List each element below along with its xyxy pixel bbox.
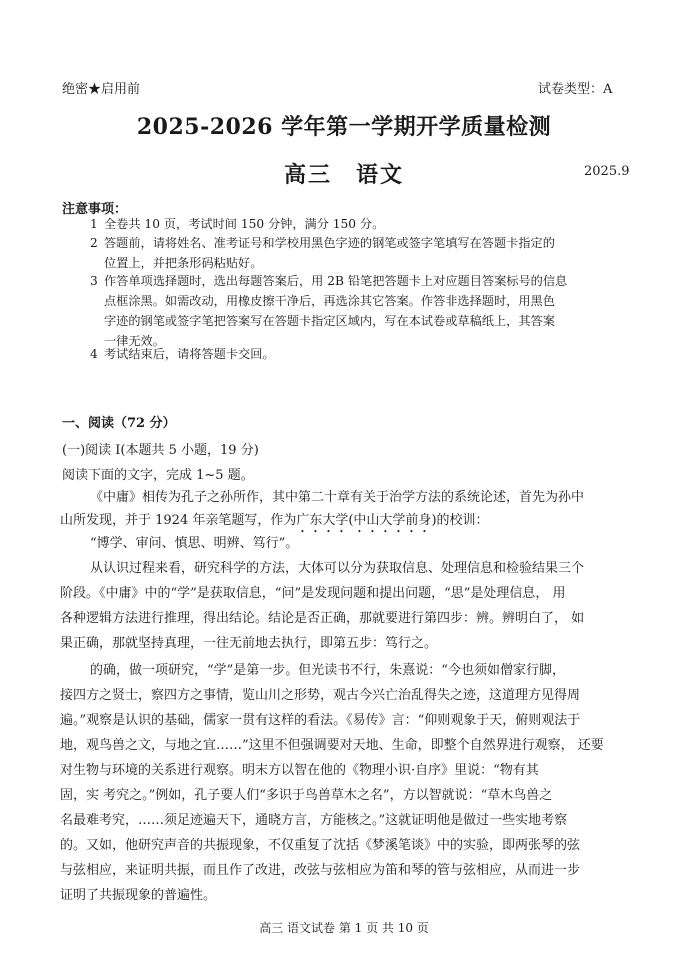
section-heading: 一、阅读（72 分） (62, 416, 176, 431)
passage-line: 《中庸》相传为孔子之孙所作，其中第二十章有关于治学方法的系统论述，首先为孙中 (90, 490, 585, 505)
exam-title: 2025-2026 学年第一学期开学质量检测 (136, 114, 552, 140)
passage-line: 从认识过程来看，研究科学的方法，大体可以分为获取信息、处理信息和检验结果三个 (90, 561, 585, 576)
instruction: 阅读下面的文字，完成 1~5 题。 (62, 468, 254, 483)
note-number: 4 (90, 347, 98, 361)
page-footer: 高三 语文试卷 第 1 页 共 10 页 (259, 921, 429, 935)
passage-line: 果正确，那就坚持真理，一往无前地去执行，即第五步：笃行之。 (60, 636, 438, 651)
passage-line: 地，观鸟兽之文，与地之宜……”这里不但强调要对天地、生命，即整个自然界进行观察， 还要 (60, 738, 604, 753)
note-line: 考试结束后，请将答题卡交回。 (104, 347, 275, 361)
note-line: 点框涂黑。如需改动，用橡皮擦干净后，再选涂其它答案。作答非选择题时，用黑色 (104, 294, 555, 308)
subject-title: 高三 语文 (283, 162, 404, 188)
passage-line: 遍。”观察是认识的基础，儒家一贯有这样的看法。《易传》言：“仰则观象于天，俯则观法于 (60, 713, 581, 728)
subsection-heading: (一)阅读 I(本题共 5 小题，19 分) (62, 443, 259, 458)
notes-heading: 注意事项： (62, 202, 128, 217)
confidential-mark: 绝密★启用前 (62, 82, 141, 97)
passage-line: 固，实 考究之。”例如，孔子要人们“多识于鸟兽草木之名”，方以智就说：“草木鸟兽之 (60, 788, 553, 803)
note-line: 答题前，请将姓名、准考证号和学校用黑色字迹的钢笔或签字笔填写在答题卡指定的 (104, 236, 555, 250)
note-number: 2 (90, 236, 98, 250)
passage-line: 山所发现，并于 1924 年亲笔题写，作为广东大学(中山大学前身)的校训： (60, 513, 489, 528)
paper-type: 试卷类型：A (538, 82, 613, 97)
note-item (90, 344, 275, 364)
note-item (90, 271, 568, 351)
passage-line: 的确，做一项研究，“学”是第一步。但光读书不行，朱熹说：“今也须如僧家行脚， (90, 663, 565, 678)
passage-line: 对生物与环境的关系进行观察。明末方以智在他的《物理小识·自序》里说：“物有其 (60, 763, 539, 778)
passage-line: 名最难考究，……须足迹遍天下，通晓方言，方能核之。”这就证明他是做过一些实地考察 (60, 813, 568, 828)
note-number: 1 (90, 217, 98, 231)
emphasized-text: 广东大学(中山大学前身 (296, 513, 432, 528)
passage-line: 的。又如，他研究声音的共振现象，不仅重复了沈括《梦溪笔谈》中的实验，即两张琴的弦 (60, 838, 581, 853)
note-item (90, 214, 385, 234)
note-line: 全卷共 10 页，考试时间 150 分钟，满分 150 分。 (104, 217, 385, 231)
passage-line: 与弦相应，来证明共振，而且作了改进，改弦与弦相应为笛和琴的管与弦相应，从而进一步 (60, 863, 581, 878)
note-number: 3 (90, 274, 98, 288)
note-line: 位置上，并把条形码粘贴好。 (104, 256, 263, 270)
passage-line: 阶段。《中庸》中的“学”是获取信息，“问”是发现问题和提出问题，“思”是处理信息， 用 (60, 586, 566, 601)
note-line: 一律无效。 (104, 334, 165, 348)
passage-line: 证明了共振现象的普遍性。 (60, 888, 217, 903)
note-item (90, 233, 555, 273)
passage-line: 各种逻辑方法进行推理，得出结论。结论是否正确，那就要进行第四步：辨。辨明白了， 如 (60, 611, 585, 626)
exam-date: 2025.9 (584, 164, 630, 179)
passage-quote: “博学、审问、慎思、明辨、笃行”。 (90, 536, 299, 551)
passage-line: 接四方之贤士，察四方之事情，览山川之形势，观古今兴亡治乱得失之迹，这道理方见得周 (60, 688, 581, 703)
note-line: 作答单项选择题时，选出每题答案后，用 2B 铅笔把答题卡上对应题目答案标号的信息 (104, 274, 568, 288)
note-line: 字迹的钢笔或签字笔把答案写在答题卡指定区域内，写在本试卷或草稿纸上，其答案 (104, 314, 555, 328)
